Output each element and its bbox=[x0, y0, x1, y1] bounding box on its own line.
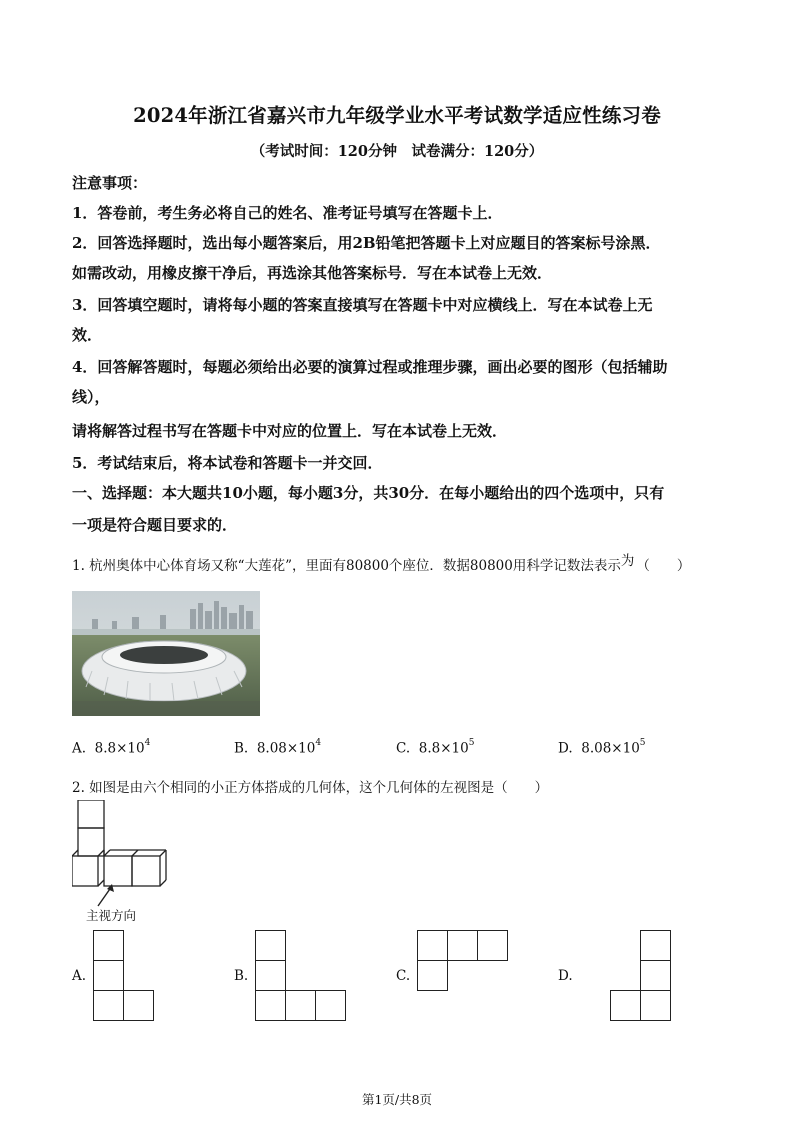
note-2a: 2．回答选择题时，选出每小题答案后，用2B铅笔把答题卡上对应题目的答案标号涂黑． bbox=[72, 234, 661, 252]
page-title: 2024年浙江省嘉兴市九年级学业水平考试数学适应性练习卷 bbox=[133, 104, 661, 127]
option-B-figure[interactable] bbox=[255, 930, 348, 1022]
option-exponent: 4 bbox=[144, 738, 151, 748]
option-label: C. bbox=[396, 740, 411, 757]
notes-heading: 注意事项： bbox=[72, 174, 148, 192]
option-C-figure[interactable] bbox=[417, 930, 510, 992]
option-value: 8.8×10 bbox=[418, 740, 469, 757]
option-value: 8.08×10 bbox=[256, 740, 316, 757]
option-B[interactable] bbox=[234, 740, 321, 757]
note-1: 1．答卷前，考生务必将自己的姓名、准考证号填写在答题卡上． bbox=[72, 204, 503, 222]
note-4c: 请将解答过程书写在答题卡中对应的位置上．写在本试卷上无效． bbox=[72, 422, 508, 440]
view-direction-label: 主视方向 bbox=[86, 908, 137, 923]
note-4a: 4．回答解答题时，每题必须给出必要的演算过程或推理步骤，画出必要的图形（包括辅助 bbox=[72, 358, 668, 376]
answer-paren: （ ） bbox=[636, 558, 691, 574]
option-label: D. bbox=[558, 740, 573, 757]
page-number: 第1页/共8页 bbox=[361, 1092, 433, 1107]
note-4b: 线）， bbox=[72, 388, 110, 406]
note-3b: 效． bbox=[72, 326, 103, 344]
option-A[interactable] bbox=[72, 740, 150, 757]
option-exponent: 4 bbox=[315, 738, 322, 748]
option-D-figure[interactable] bbox=[610, 930, 673, 1022]
option-value: 8.08×10 bbox=[581, 740, 640, 757]
option-label-A[interactable]: A. bbox=[72, 968, 87, 984]
option-label-D[interactable]: D. bbox=[558, 968, 573, 984]
option-exponent: 5 bbox=[639, 738, 646, 748]
option-exponent: 5 bbox=[468, 738, 475, 748]
option-value: 8.8×10 bbox=[94, 740, 145, 757]
section-heading-1: 一、选择题：本大题共10小题，每小题3分，共30分．在每小题给出的四个选项中，只有 bbox=[72, 484, 665, 502]
note-3a: 3．回答填空题时，请将每小题的答案直接填写在答题卡中对应横线上．写在本试卷上无 bbox=[72, 296, 653, 314]
option-label-C[interactable]: C. bbox=[396, 968, 411, 984]
option-A-figure[interactable] bbox=[93, 930, 156, 1022]
option-label: B. bbox=[234, 740, 249, 757]
option-D[interactable] bbox=[558, 740, 646, 757]
question-2-text: 2. 如图是由六个相同的小正方体搭成的几何体，这个几何体的左视图是（ ） bbox=[72, 780, 549, 796]
option-label-B[interactable]: B. bbox=[234, 968, 249, 984]
section-heading-2: 一项是符合题目要求的． bbox=[72, 516, 238, 534]
exam-info: （考试时间：120分钟 试卷满分：120分） bbox=[250, 143, 544, 160]
note-2b: 如需改动，用橡皮擦干净后，再选涂其他答案标号．写在本试卷上无效． bbox=[72, 264, 553, 282]
option-C[interactable] bbox=[396, 740, 474, 757]
option-label: A. bbox=[72, 740, 87, 757]
question-1-tail: 为 bbox=[620, 553, 635, 569]
question-1-stem: 1. 杭州奥体中心体育场又称“大莲花”，里面有80800个座位．数据80800用科学记数法表示 bbox=[72, 558, 621, 574]
question-1-text bbox=[72, 554, 690, 574]
note-5: 5．考试结束后，将本试卷和答题卡一并交回． bbox=[72, 454, 383, 472]
stadium-photo bbox=[72, 591, 260, 716]
